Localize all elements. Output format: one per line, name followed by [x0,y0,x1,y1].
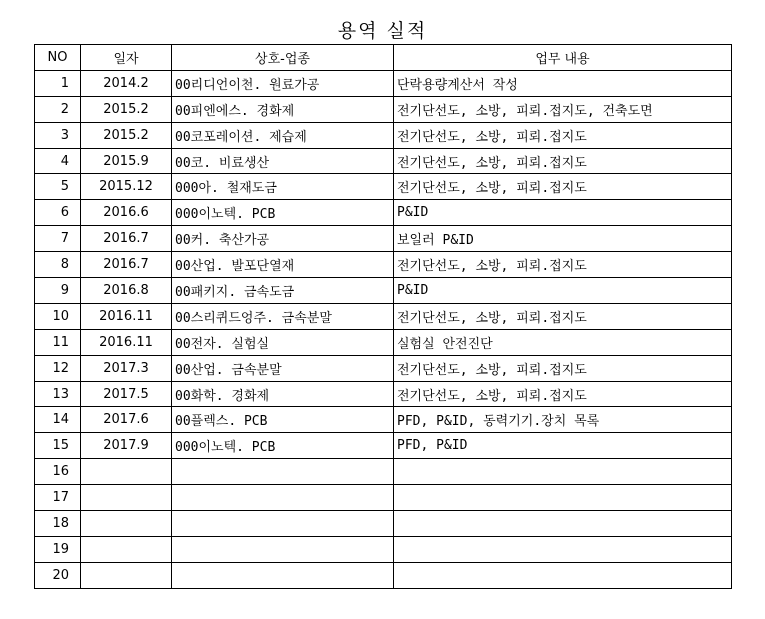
table-row [35,148,732,174]
row-date-cell: 2015.2 [81,122,172,148]
row-work-cell [394,511,732,537]
row-no-cell: 2 [35,96,81,122]
table-row [35,252,732,278]
row-date-cell: 2014.2 [81,70,172,96]
row-company-cell: 00피엔에스. 경화제 [172,96,394,122]
row-date-cell: 2016.7 [81,226,172,252]
row-no-cell: 18 [35,511,81,537]
row-date-cell: 2017.3 [81,355,172,381]
row-date-cell: 2016.11 [81,329,172,355]
header-date: 일자 [81,45,172,71]
table-row [35,433,732,459]
table-row [35,70,732,96]
row-company-cell [172,511,394,537]
row-no-cell: 11 [35,329,81,355]
row-company-cell [172,536,394,562]
row-date-cell: 2016.11 [81,303,172,329]
row-date-cell: 2017.5 [81,381,172,407]
table-row [35,355,732,381]
row-no-cell: 14 [35,407,81,433]
row-no-cell: 12 [35,355,81,381]
row-no-cell: 13 [35,381,81,407]
table-row [35,485,732,511]
row-work-cell: 단락용량계산서 작성 [394,70,732,96]
row-work-cell [394,536,732,562]
row-work-cell: 전기단선도, 소방, 피뢰.접지도 [394,381,732,407]
row-date-cell: 2015.12 [81,174,172,200]
row-date-cell: 2015.2 [81,96,172,122]
table-header-row [35,45,732,71]
table-row [35,562,732,588]
row-company-cell: 00커. 축산가공 [172,226,394,252]
row-date-cell [81,562,172,588]
row-company-cell: 00리디언이천. 원료가공 [172,70,394,96]
row-no-cell: 1 [35,70,81,96]
row-work-cell: 전기단선도, 소방, 피뢰.접지도 [394,355,732,381]
row-no-cell: 15 [35,433,81,459]
row-no-cell: 10 [35,303,81,329]
row-company-cell: 000이노텍. PCB [172,200,394,226]
row-work-cell: P&ID [394,200,732,226]
row-work-cell: 전기단선도, 소방, 피뢰.접지도 [394,252,732,278]
row-date-cell: 2015.9 [81,148,172,174]
row-company-cell: 00코포레이션. 제습제 [172,122,394,148]
table-row [35,200,732,226]
row-company-cell [172,485,394,511]
row-no-cell: 3 [35,122,81,148]
row-work-cell: P&ID [394,278,732,304]
row-company-cell: 00산업. 금속분말 [172,355,394,381]
row-company-cell: 00코. 비료생산 [172,148,394,174]
row-no-cell: 20 [35,562,81,588]
table-row [35,329,732,355]
table-row [35,122,732,148]
row-work-cell: PFD, P&ID, 동력기기.장치 목록 [394,407,732,433]
table-row [35,226,732,252]
row-work-cell: 전기단선도, 소방, 피뢰.접지도 [394,122,732,148]
row-no-cell: 8 [35,252,81,278]
row-date-cell [81,536,172,562]
row-company-cell: 000이노텍. PCB [172,433,394,459]
table-row [35,96,732,122]
row-date-cell: 2017.9 [81,433,172,459]
row-company-cell [172,562,394,588]
service-record-table [34,44,732,589]
row-company-cell: 00전자. 실험실 [172,329,394,355]
row-company-cell: 00산업. 발포단열재 [172,252,394,278]
row-no-cell: 5 [35,174,81,200]
row-work-cell: PFD, P&ID [394,433,732,459]
table-row [35,303,732,329]
row-no-cell: 16 [35,459,81,485]
row-company-cell: 00스리퀴드엉주. 금속분말 [172,303,394,329]
row-date-cell: 2017.6 [81,407,172,433]
row-company-cell: 000아. 철재도금 [172,174,394,200]
header-company: 상호-업종 [172,45,394,71]
table-row [35,278,732,304]
table-row [35,407,732,433]
table-row [35,536,732,562]
row-work-cell: 전기단선도, 소방, 피뢰.접지도, 건축도면 [394,96,732,122]
row-company-cell: 00패키지. 금속도금 [172,278,394,304]
row-work-cell [394,562,732,588]
row-no-cell: 4 [35,148,81,174]
header-no: NO [35,45,81,71]
row-work-cell: 전기단선도, 소방, 피뢰.접지도 [394,174,732,200]
row-no-cell: 7 [35,226,81,252]
table-row [35,511,732,537]
row-date-cell: 2016.7 [81,252,172,278]
row-no-cell: 19 [35,536,81,562]
row-date-cell: 2016.8 [81,278,172,304]
row-date-cell: 2016.6 [81,200,172,226]
row-date-cell [81,485,172,511]
row-company-cell: 00플렉스. PCB [172,407,394,433]
document-title: 용역 실적 [337,20,428,42]
row-work-cell [394,485,732,511]
row-work-cell: 전기단선도, 소방, 피뢰.접지도 [394,303,732,329]
table-row [35,381,732,407]
row-no-cell: 17 [35,485,81,511]
row-work-cell: 실험실 안전진단 [394,329,732,355]
table-row [35,459,732,485]
row-date-cell [81,511,172,537]
row-no-cell: 9 [35,278,81,304]
row-work-cell [394,459,732,485]
row-no-cell: 6 [35,200,81,226]
row-company-cell [172,459,394,485]
row-work-cell: 전기단선도, 소방, 피뢰.접지도 [394,148,732,174]
header-work: 업무 내용 [394,45,732,71]
row-date-cell [81,459,172,485]
row-company-cell: 00화학. 경화제 [172,381,394,407]
row-work-cell: 보일러 P&ID [394,226,732,252]
table-row [35,174,732,200]
